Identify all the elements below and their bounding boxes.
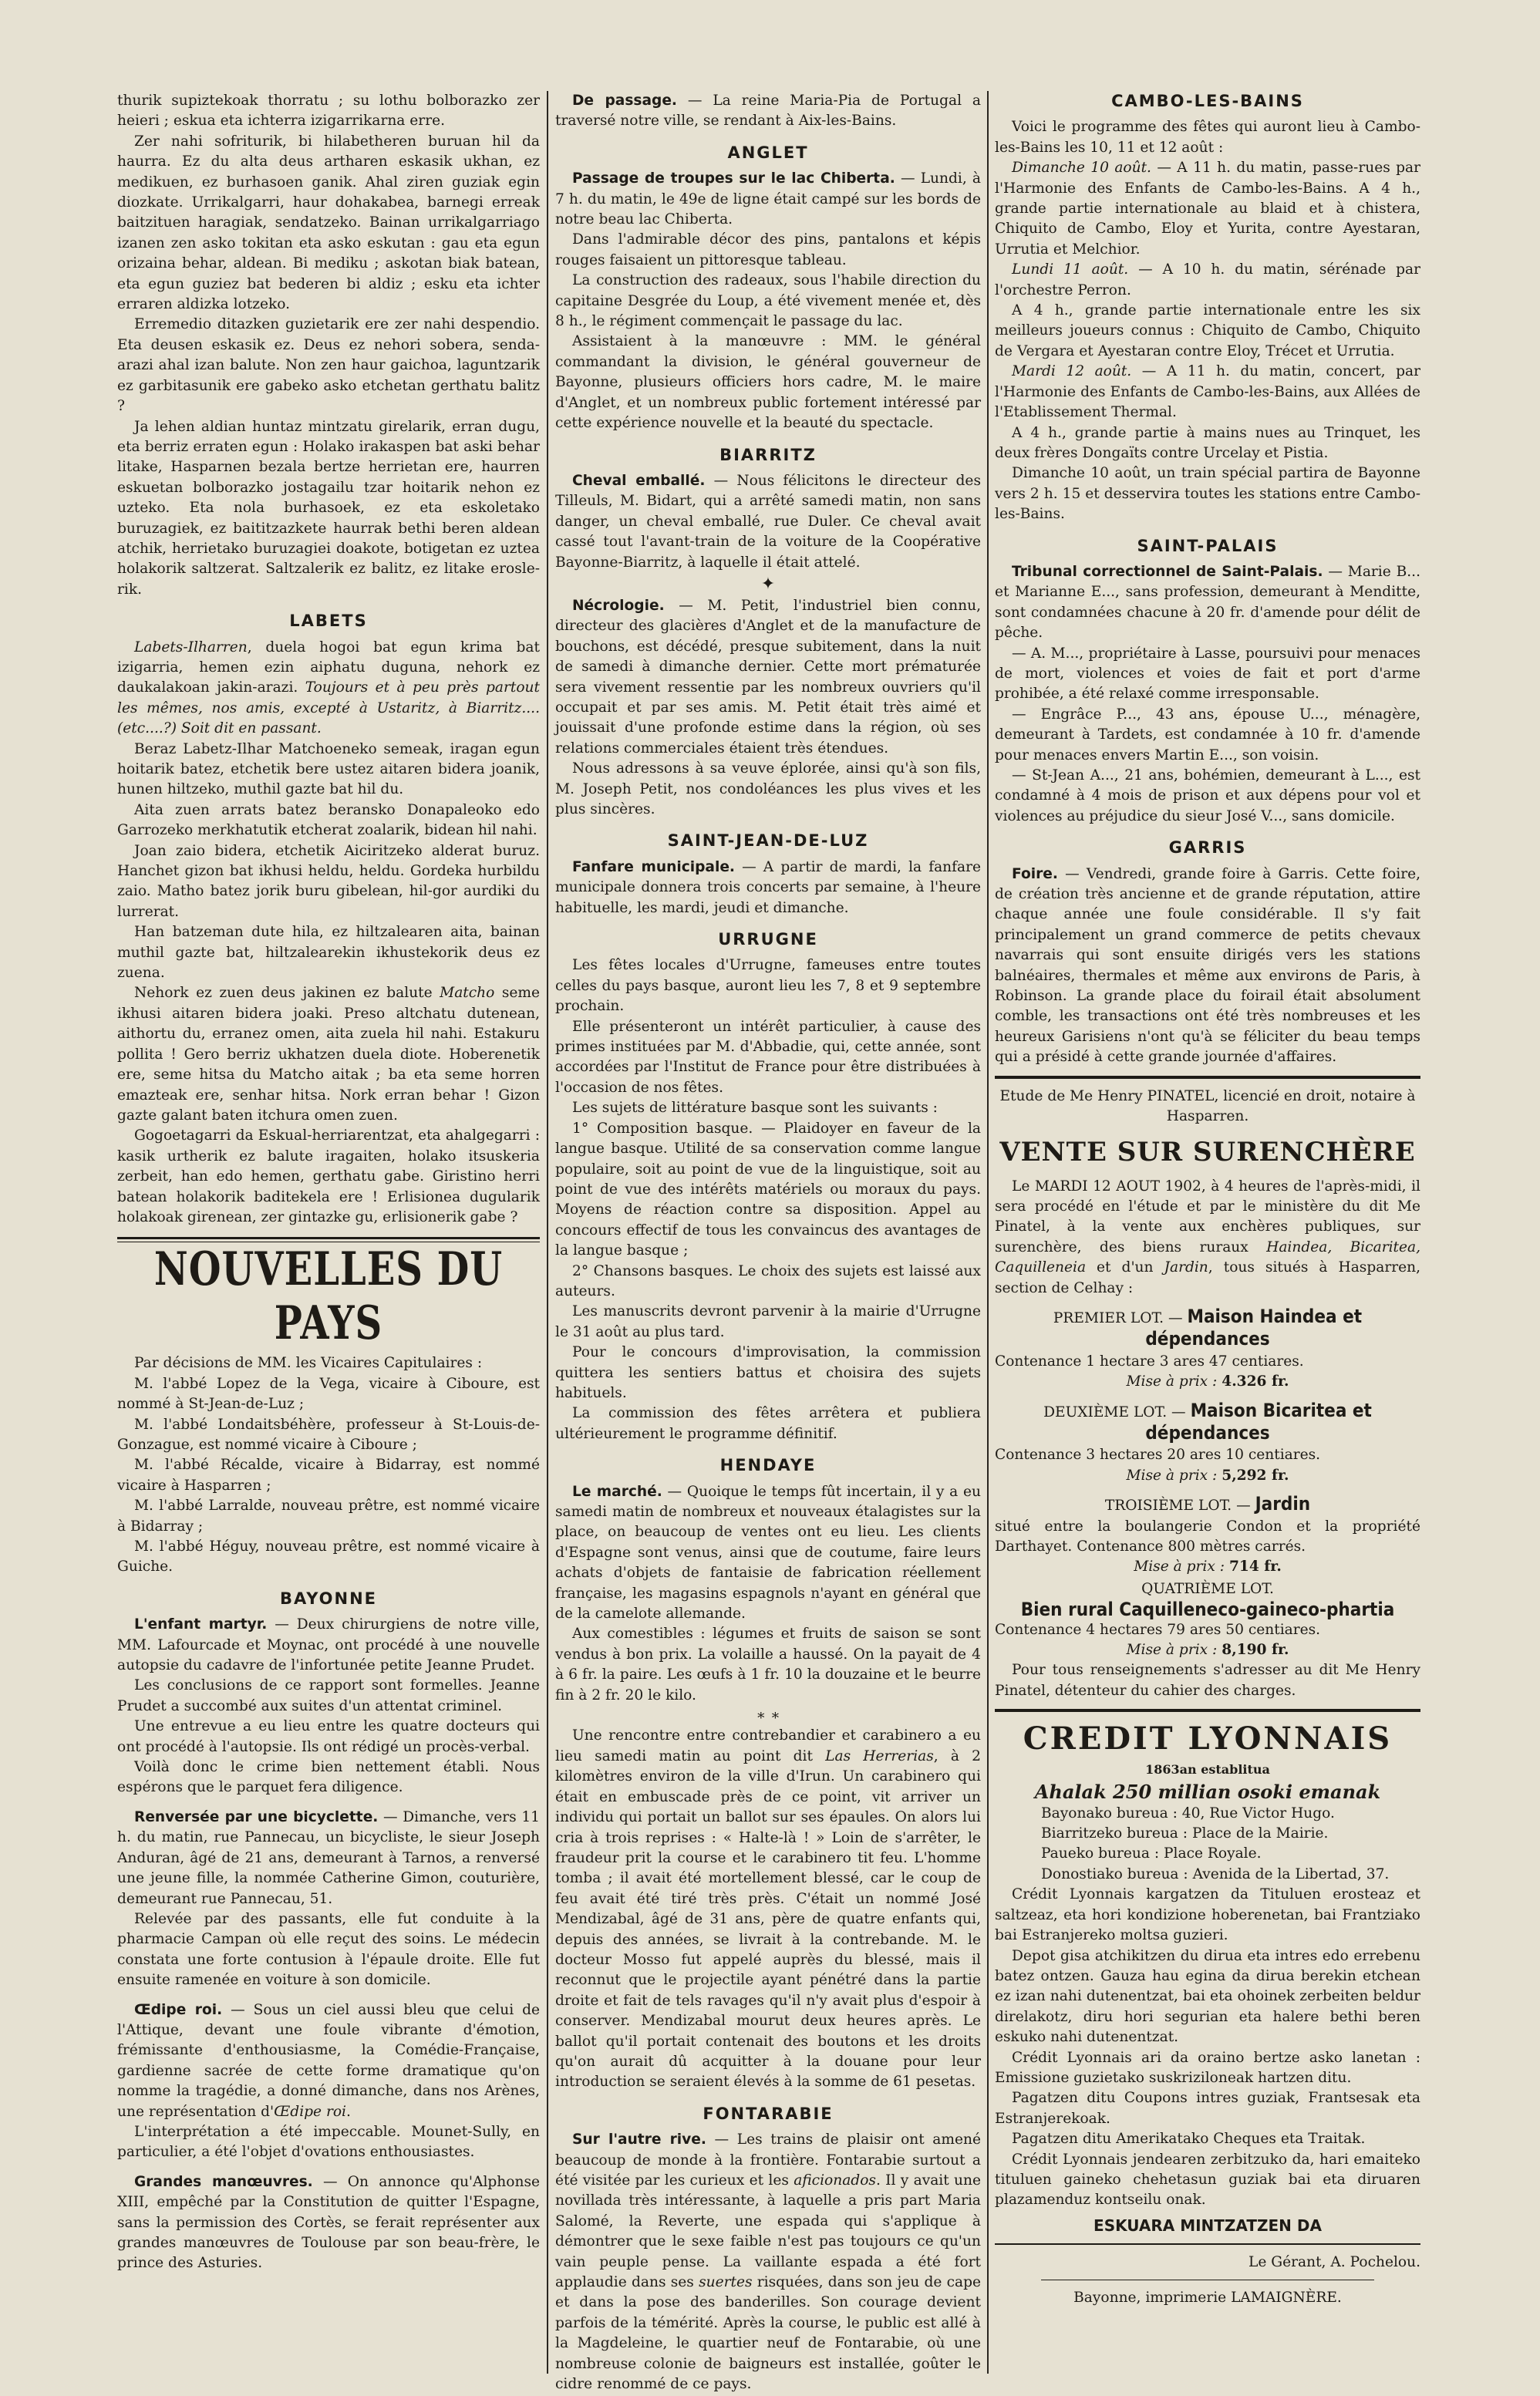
article-paragraph bbox=[995, 562, 1420, 644]
article-paragraph: Les manuscrits devront parvenir à la mairie d'Urrugne le 31 août au plus tard. bbox=[555, 1303, 981, 1340]
text-run: — La reine Maria-Pia de Portugal a traversé notre ville, se rendant à Aix-les-Bains. bbox=[555, 93, 981, 130]
lot-price-line bbox=[995, 1466, 1420, 1486]
article-title: Grandes manœuvres. bbox=[134, 2173, 313, 2190]
sale-paragraph: Pour tous renseignements s'adresser au dit Me Henry Pinatel, détenteur du cahier des charges. bbox=[995, 1662, 1420, 1699]
vicaires-paragraph: Par décisions de MM. les Vicaires Capitulaires : bbox=[134, 1355, 483, 1372]
sale-title: VENTE SUR SURENCHÈRE bbox=[999, 1136, 1416, 1168]
text-run: — Vendredi, grande foire à Garris. Cette foire, de création très ancienne et de grande réputation, attire chaque année une foule considérable. Il s'y fait principalement un grand commerce de petits chevaux navarrais qui sont ensuite dirigés vers les stations balnéaires, thermales et même aux environs de Paris, à Robinson. La grande place du foirail était absolument comble, les transactions ont été très nombreuses et les heureux Garisiens n'ont qu'à se féliciter du beau temps qui a présidé à cette grande journée d'affaires. bbox=[995, 865, 1420, 1066]
text-run: seme ikhusi aitaren bidera joaki. Preso altchatu dutenean, aithortu du, erranez omen, aita zuela hil nahi. Estakuru pollita ! Gero berriz ukhatzen duela diote. Hoberenetik ere, seme hitsa du Matcho aitak ; ba eta seme horren emazteak ere, senhar hitsa. Nork erran behar ! Gizon gazte galant baten itchura omen zuen. bbox=[117, 985, 541, 1124]
gerant-line: Le Gérant, A. Pochelou. bbox=[1249, 2254, 1420, 2271]
ad-separator bbox=[995, 1709, 1420, 1712]
lot-label: QUATRIÈME LOT. bbox=[1141, 1580, 1274, 1597]
article-paragraph: A 4 h., grande partie à mains nues au Trinquet, les deux frères Dongaïts contre Urcelay et Pistia. bbox=[995, 424, 1420, 461]
lot-label: DEUXIÈME LOT. — bbox=[1043, 1404, 1186, 1420]
article-paragraph: La commission des fêtes arrêtera et publiera ultérieurement le programme définitif. bbox=[555, 1405, 981, 1442]
basque-spoken-line: ESKUARA MINTZATZEN DA bbox=[1094, 2216, 1322, 2235]
section-heading-fontarabie: FONTARABIE bbox=[703, 2104, 834, 2123]
article-paragraph: L'interprétation a été impeccable. Mounet-Sully, en particulier, a été l'objet d'ovations enthousiastes. bbox=[117, 2123, 540, 2161]
article-paragraph: Assistaient à la manœuvre : MM. le général commandant la division, le général gouverneur de Bayonne, plusieurs officiers hors cadre, M. le maire d'Anglet, et un nombreux public fortement intéressé par cette expérience nouvelle et la beauté du spectacle. bbox=[555, 333, 981, 432]
labets-paragraph: Joan zaio bidera, etchetik Aiciritzeko alderat buruz. Hanchet gizon bat ikhusi heldu, heldu. Gordeka hurbildu zaio. Matho batez jorik buru gibelean, hil-gor aurdiki du lurrerat. bbox=[117, 842, 540, 920]
text-run: — Nous félicitons le directeur des Tilleuls, M. Bidart, qui a arrêté samedi matin, non sans danger, un cheval emballé, rue Duler. Ce cheval avait cassé tout l'avant-train de la voiture de la Coopérative Bayonne-Biarritz, à laquelle il était attelé. bbox=[555, 472, 981, 571]
article-paragraph: Voici le programme des fêtes qui auront lieu à Cambo-les-Bains les 10, 11 et 12 août : bbox=[995, 119, 1420, 156]
text-run: , à 2 kilomètres environ de la ville d'Irun. Un carabinero qui était en embuscade près de ce point, vit arriver un individu qui portait un ballot sur ses épaules. On alors lui cria à trois reprises : « Halte-là ! » Loin de s'arrêter, le fraudeur prit la course et le carabinero tit feu. L'homme tomba ; il avait été mortellement blessé, car le coup de feu avait été tiré très près. C'était un nommé José Mendizabal, âgé de 31 ans, père de quatre enfants qui, depuis des années, se livrait à la contrebande. M. le docteur Mosso fut appelé auprès du blessé, mais il reconnut que le projectile ayant pénétré dans la partie droite et fait de tels ravages qu'il n'y avait plus d'espoir à conserver. Mendizabal mourut deux heures après. Le ballot qu'il portait contenait des boutons et les droits qu'on aurait dû acquitter à la douane pour leur introduction se seraient élevés à la somme de 61 pesetas. bbox=[555, 1747, 981, 2091]
text-run: risquées, dans son jeu de cape et dans la pose des banderilles. Son courage devient parfois de la témérité. Après la course, le public est allé à la Magdeleine, le quartier neuf de Fontarabie, où une nombreuse colonie de baigneurs est installée, goûter le cidre renommé de ce pays. bbox=[555, 2274, 982, 2393]
italic-date: Lundi 11 août. bbox=[1012, 261, 1129, 278]
lot-desc: situé entre la boulangerie Condon et la propriété Darthayet. Contenance 800 mètres carrés. bbox=[995, 1518, 1420, 1555]
text-run: — Deux chirurgiens de notre ville, MM. Lafourcade et Moynac, ont procédé à une nouvelle autopsie du cadavre de l'infortunée petite Jeanne Prudet. bbox=[117, 1616, 540, 1674]
text-run: — Dimanche, vers 11 h. du matin, rue Pannecau, un bicycliste, le sieur Joseph Anduran, âgé de 21 ans, demeurant à Tarnos, a renversé une jeune fille, la nommée Catherine Gimon, couturière, demeurant rue Pannecau, 51. bbox=[117, 1808, 540, 1907]
bank-address: Paueko bureua : Place Royale. bbox=[1041, 1845, 1262, 1862]
article-paragraph: La construction des radeaux, sous l'habile direction du capitaine Desgrée du Loup, a été vivement menée et, dès 8 h., le régiment commençait le passage du lac. bbox=[555, 272, 981, 330]
vicaires-paragraph: M. l'abbé Larralde, nouveau prêtre, est nommé vicaire à Bidarray ; bbox=[117, 1498, 540, 1535]
article-title: Tribunal correctionnel de Saint-Palais. bbox=[1012, 563, 1323, 580]
lot-heading bbox=[995, 1400, 1420, 1446]
price-value: 5,292 fr. bbox=[1222, 1467, 1289, 1484]
price-label: Mise à prix : bbox=[1126, 1373, 1218, 1390]
vicaires-paragraph: M. l'abbé Londaitsbéhère, professeur à St-Louis-de-Gonzague, est nommé vicaire à Ciboure ; bbox=[117, 1416, 540, 1453]
printer-line: Bayonne, imprimerie LAMAIGNÈRE. bbox=[1073, 2289, 1342, 2306]
lot-desc: Contenance 1 hectare 3 ares 47 centiares. bbox=[995, 1353, 1304, 1370]
text-run: — Lundi, à 7 h. du matin, le 49e de ligne était campé sur les bords de notre beau lac Chiberta. bbox=[555, 170, 982, 228]
article-paragraph: Les conclusions de ce rapport sont formelles. Jeanne Prudet a succombé aux suites d'un attentat criminel. bbox=[117, 1677, 540, 1714]
italic-title: Œdipe roi bbox=[274, 2103, 346, 2120]
article-paragraph bbox=[555, 2130, 981, 2394]
column-2 bbox=[555, 91, 982, 2393]
section-heading-anglet: ANGLET bbox=[727, 143, 809, 162]
article-paragraph: Les sujets de littérature basque sont les suivants : bbox=[572, 1100, 938, 1117]
article-title: Fanfare municipale. bbox=[572, 858, 735, 875]
article-title: Œdipe roi. bbox=[134, 2001, 223, 2018]
article-paragraph: — A. M..., propriétaire à Lasse, poursuivi pour menaces de mort, violences et voies de fait et port d'arme prohibée, a été relaxé comme irresponsable. bbox=[995, 645, 1420, 703]
labets-paragraph: Gogoetagarri da Eskual-herriarentzat, eta ahalgegarri : kasik urtherik ez balute iragaiten, holako itsuskeria zerbeit, han edo hemen, gerthatu gabe. Giristino herri batean holakorik baditekela ere ! Erlisionea dugularik holakoak girenean, zer gintazke gu, erlisionerik gabe ? bbox=[117, 1127, 540, 1225]
section-heading-saint-jean-de-luz: SAINT-JEAN-DE-LUZ bbox=[667, 831, 869, 851]
article-title: Cheval emballé. bbox=[572, 472, 706, 489]
article-title: Renversée par une bicyclette. bbox=[134, 1808, 379, 1825]
article-paragraph: Dimanche 10 août, un train spécial partira de Bayonne vers 2 h. 15 et desservira toutes les stations entre Cambo-les-Bains. bbox=[995, 465, 1420, 523]
vicaires-paragraph: M. l'abbé Récalde, vicaire à Bidarray, est nommé vicaire à Hasparren ; bbox=[117, 1457, 540, 1494]
labets-paragraph: Aita zuen arrats batez beransko Donapaleoko edo Garrozeko merkhatutik etcherat zoalarik, bidean hil nahi. bbox=[117, 801, 540, 839]
bank-paragraph: Crédit Lyonnais ari da oraino bertze asko lanetan : Emissione guzietako suskriziloneak hartzen ditu. bbox=[995, 2049, 1420, 2086]
article-paragraph: Une entrevue a eu lieu entre les quatre docteurs qui ont procédé à l'autopsie. Ils ont rédigé un procès-verbal. bbox=[117, 1718, 540, 1755]
column-divider bbox=[987, 91, 989, 2374]
column-1 bbox=[117, 91, 540, 2374]
lot-name: Maison Bicaritea et dépendances bbox=[1145, 1399, 1372, 1444]
basque-paragraph: Erremedio ditazken guzietarik ere zer nahi despendio. Eta deusen eskasik ez. Deus ez nehori sobera, senda-arazi ahal izan balute. Non zen haur gaichoa, laguntzarik ez garbitasunik ere gabeko asko etchetan gerthatu balitz ? bbox=[117, 316, 540, 415]
ad-separator bbox=[995, 1076, 1420, 1079]
bank-year: 1863an establitua bbox=[1145, 1762, 1270, 1778]
italic-word: Jardin bbox=[1164, 1259, 1208, 1276]
article-paragraph bbox=[555, 1726, 981, 2092]
section-heading-cambo: CAMBO-LES-BAINS bbox=[1111, 92, 1304, 110]
article-paragraph bbox=[555, 471, 981, 573]
basque-paragraph: Ja lehen aldian huntaz mintzatu girelarik, erran dugu, eta berriz erraten egun : Holako irakaspen bat aski behar litake, Hasparnen bezala bertze herrietan ere, haurren eskuetan bolborazko jostagailu tzar hoitarik nehon ez uzteko. Eta nola burhasoek, ez eta eskoletako buruzagiek, ez baititzazkete haurrak bethi beren aldean atchik, herrietako buruzagiei doakote, botigetan ez uztea holakorik saltzerat. Saltzalerik ez balitz, ez litake eroslerik. bbox=[117, 418, 540, 598]
article-paragraph: Relevée par des passants, elle fut conduite à la pharmacie Campan où elle reçut des soins. Le médecin constata une forte contusion à l'épaule droite. Elle fut ensuite ramenée en voiture à son domicile. bbox=[117, 1910, 540, 1989]
article-paragraph bbox=[117, 1615, 540, 1676]
text-run: , duela hogoi bat egun krima bat izigarria, hemen ezin aiphatu duguna, nehork ez daukalakoan jakin-arazi. bbox=[117, 639, 540, 696]
article-title: L'enfant martyr. bbox=[134, 1616, 268, 1633]
column-divider bbox=[547, 91, 548, 2374]
article-paragraph bbox=[555, 1482, 981, 1625]
lot-price-line bbox=[995, 1640, 1420, 1660]
article-paragraph: — St-Jean A..., 21 ans, bohémien, demeurant à L..., est condamné à 4 mois de prison et aux dépens pour vol et violences au préjudice du sieur José V..., sans domicile. bbox=[995, 767, 1420, 824]
article-paragraph: Pour le concours d'improvisation, la commission quittera les sentiers battus et choisira des sujets habituels. bbox=[555, 1344, 981, 1401]
article-paragraph: Les fêtes locales d'Urrugne, fameuses entre toutes celles du pays basque, auront lieu les 7, 8 et 9 septembre prochain. bbox=[555, 957, 981, 1015]
labets-paragraph bbox=[117, 983, 540, 1126]
text-run: — On annonce qu'Alphonse XIII, empêché par la Constitution de quitter l'Espagne, sans la permission des Cortès, se ferait représenter aux grandes manœuvres de Toulouse par son beau-frère, le prince des Asturies. bbox=[117, 2173, 540, 2272]
section-heading-saint-palais: SAINT-PALAIS bbox=[1137, 536, 1279, 555]
article-title: Le marché. bbox=[572, 1483, 662, 1500]
text-run: — Quoique le temps fût incertain, il y a eu samedi matin de nombreux et nouveaux étalagistes sur la place, on beaucoup de ventes ont eu lieu. Les clients d'Espagne sont venus, ainsi que de coutume, faire leurs achats d'objets de fantaisie de fabrication réellement française, les magasins espagnols n'ayant en général que de la camelote allemande. bbox=[555, 1483, 981, 1623]
bank-address: Biarritzeko bureua : Place de la Mairie. bbox=[1041, 1825, 1329, 1842]
italic-date: Dimanche 10 août. bbox=[1012, 160, 1151, 177]
article-paragraph bbox=[995, 864, 1420, 1068]
article-title: Foire. bbox=[1012, 865, 1058, 882]
italic-names: Haindea, Bicaritea, Caquilleneia bbox=[995, 1238, 1421, 1276]
bank-paragraph: Crédit Lyonnais kargatzen da Tituluen erosteaz et saltzeaz, eta hori kondizione hoberenetan, bai Frantziako bai Estranjereko moltsa guzieri. bbox=[995, 1886, 1420, 1944]
text-run: Nehork ez zuen deus jakinen ez balute bbox=[134, 985, 440, 1002]
text-run: , tous situés à Hasparren, section de Celhay : bbox=[995, 1259, 1420, 1296]
italic-word: Matcho bbox=[440, 985, 495, 1002]
section-heading-biarritz: BIARRITZ bbox=[719, 445, 817, 464]
article-paragraph bbox=[117, 2000, 540, 2122]
article-paragraph: — Engrâce P..., 43 ans, épouse U..., ménagère, demeurant à Tardets, est condamnée à 10 fr. d'amende pour menaces envers Martin E..., son voisin. bbox=[995, 706, 1420, 763]
lot-desc: Contenance 4 hectares 79 ares 50 centiares. bbox=[995, 1621, 1321, 1638]
article-paragraph: 2° Chansons basques. Le choix des sujets est laissé aux auteurs. bbox=[555, 1262, 981, 1299]
article-paragraph bbox=[555, 169, 981, 230]
lot-price-line bbox=[995, 1557, 1420, 1577]
text-run: . Il y avait une novillada très intéressante, à laquelle a pris part Maria Salomé, la Reverte, une espada qui s'applique à démontrer que le sexe faible n'est pas toujours ce qu'un vain peuple pense. La vaillante espada a été fort applaudie dans ses bbox=[555, 2172, 981, 2291]
article-title: Sur l'autre rive. bbox=[572, 2131, 706, 2148]
section-heading-bayonne: BAYONNE bbox=[279, 1589, 378, 1608]
text-run: Une rencontre entre contrebandier et carabinero a eu lieu samedi matin au point dit bbox=[555, 1727, 981, 1764]
article-paragraph bbox=[995, 158, 1420, 260]
bank-capital: Ahalak 250 millian osoki emanak bbox=[1034, 1780, 1381, 1803]
basque-paragraph: Zer nahi sofriturik, bi hilabetheren buruan hil da haurra. Ez du alta deus artharen eskasik ukhan, ez medikuen, ez burhasoen ganik. Ahal ziren guziak egin diozkate. Urrikalgarri, haur dohakabea, barnegi erreak baitzituen haragiak, sendatzeko. Bainan urrikalgarriago izanen zen asko tokitan eta asko eskutan : gau eta egun orizaina behar, aldean. Bi mediku ; askotan biak batean, eta egun guziez bat bederen bi aldiz ; esku eta ichter erraren aldizka lotzeko. bbox=[117, 133, 540, 313]
price-value: 8,190 fr. bbox=[1222, 1642, 1289, 1659]
article-paragraph bbox=[995, 362, 1420, 423]
italic-date: Mardi 12 août. bbox=[1012, 363, 1132, 380]
vicaires-paragraph: M. l'abbé Lopez de la Vega, vicaire à Ciboure, est nommé à St-Jean-de-Luz ; bbox=[117, 1375, 540, 1413]
article-paragraph bbox=[555, 858, 981, 918]
article-paragraph bbox=[117, 1808, 540, 1909]
bank-paragraph: Depot gisa atchikitzen du dirua eta intres edo errebenu batez ontzen. Gauza hau egina da dirua berekin etchean ez izan nahi dutenentzat, bai eta ohoinek zerbeiten beldur direlakotz, diru hori segurian eta halere bethi beren eskuko nahi dutenentzat. bbox=[995, 1947, 1420, 2046]
text-run: — Les trains de plaisir ont amené beaucoup de monde à la frontière. Fontarabie surtout a été visitée par les curieux et les bbox=[555, 2131, 981, 2189]
italic-place: Las Herrerias bbox=[825, 1747, 934, 1764]
italic-aside: Toujours et à peu près partout les mêmes, nos amis, excepté à Ustaritz, à Biarritz.... (etc....?) Soit dit en passant. bbox=[117, 679, 540, 737]
article-title: Passage de troupes sur le lac Chiberta. bbox=[572, 170, 895, 187]
text-run: — A 10 h. du matin, sérénade par l'orchestre Perron. bbox=[995, 261, 1421, 298]
ornament-icon: ✦ bbox=[760, 574, 776, 594]
lot-price-line bbox=[995, 1372, 1420, 1392]
bank-title: CREDIT LYONNAIS bbox=[1023, 1720, 1393, 1757]
italic-word: suertes bbox=[699, 2274, 753, 2291]
basque-paragraph: thurik supiztekoak thorratu ; su lothu bolborazko zer heieri ; eskua eta ichterra izigarrikarna erre. bbox=[117, 93, 540, 130]
lot-name: Maison Haindea et dépendances bbox=[1145, 1305, 1363, 1350]
labets-paragraph: Beraz Labetz-Ilhar Matchoeneko semeak, iragan egun hoitarik batez, etchetik bere ustez aitaren bidera joanik, hunen hiltzeko, muthil gazte bat hil du. bbox=[117, 740, 540, 798]
article-paragraph: Elle présenteront un intérêt particulier, à cause des primes instituées par M. d'Abbadie, qui, cette année, sont accordées par l'Institut de France pour être distribuées à l'occasion de nos fêtes. bbox=[555, 1018, 981, 1096]
lot-heading bbox=[995, 1306, 1420, 1352]
text-run: — Marie B... et Marianne E..., sans profession, demeurant à Menditte, sont condamnées chacune à 20 fr. d'amende pour délit de pêche. bbox=[995, 563, 1420, 642]
section-heading-hendaye: HENDAYE bbox=[719, 1456, 817, 1475]
lot-heading bbox=[995, 1494, 1420, 1516]
lot-label: PREMIER LOT. — bbox=[1053, 1309, 1183, 1326]
article-paragraph bbox=[555, 91, 981, 132]
price-value: 4.326 fr. bbox=[1222, 1373, 1289, 1390]
section-heading-urrugne: URRUGNE bbox=[718, 930, 818, 949]
place-name: Labets-Ilharren bbox=[134, 639, 248, 655]
lot-desc: Contenance 3 hectares 20 ares 10 centiares. bbox=[995, 1447, 1321, 1464]
section-banner-nouvelles: NOUVELLES DU PAYS bbox=[153, 1242, 504, 1351]
lot-name: Jardin bbox=[1255, 1493, 1311, 1515]
lot-label: TROISIÈME LOT. — bbox=[1104, 1498, 1251, 1515]
text-run: et d'un bbox=[1086, 1259, 1164, 1276]
article-paragraph: 1° Composition basque. — Plaidoyer en faveur de la langue basque. Utilité de sa conservation comme langue populaire, soit au point de vue de la linguistique, soit au point de vue des intérêts matériels ou moraux du pays. Moyens de réaction contre sa disposition. Appel au concours effectif de tous les convaincus des avantages de la langue basque ; bbox=[555, 1120, 981, 1259]
lot-name: Bien rural Caquilleneco-gaineco-phartia bbox=[1020, 1599, 1395, 1621]
text-run: — A 11 h. du matin, passe-rues par l'Harmonie des Enfants de Cambo-les-Bains. A 4 h., grande partie internationale au blaid et à chistera, Chiquito de Cambo, Eloy et Yurita, contre Ayestaran, Urrutia et Melchior. bbox=[995, 160, 1420, 258]
price-value: 714 fr. bbox=[1228, 1559, 1282, 1575]
price-label: Mise à prix : bbox=[1126, 1642, 1218, 1659]
labets-paragraph: Han batzeman dute hila, ez hiltzalearen aita, bainan muthil gazte bat, hiltzalearekin ikhustekorik deus ez zuena. bbox=[117, 924, 540, 982]
labets-paragraph bbox=[117, 638, 540, 740]
article-paragraph: Nous adressons à sa veuve éplorée, ainsi qu'à son fils, M. Joseph Petit, nos condoléances les plus vives et les plus sincères. bbox=[555, 760, 981, 817]
lot-heading bbox=[995, 1579, 1420, 1599]
article-title: De passage. bbox=[572, 93, 677, 109]
price-label: Mise à prix : bbox=[1134, 1559, 1225, 1575]
bank-paragraph: Pagatzen ditu Coupons intres guziak, Frantsesak eta Estranjerekoak. bbox=[995, 2090, 1420, 2127]
article-paragraph: A 4 h., grande partie internationale entre les six meilleurs joueurs connus : Chiquito de Cambo, Chiquito de Vergara et Ayestaran contre Eloy, Trécet et Urrutia. bbox=[995, 302, 1420, 359]
article-paragraph: Voilà donc le crime bien nettement établi. Nous espérons que le parquet fera diligence. bbox=[117, 1759, 540, 1796]
article-paragraph bbox=[117, 2172, 540, 2274]
dash-separator: ∗ ∗ bbox=[756, 1707, 780, 1724]
price-label: Mise à prix : bbox=[1126, 1467, 1218, 1484]
footer-rule bbox=[995, 2243, 1420, 2245]
section-heading-labets: LABETS bbox=[289, 612, 368, 631]
text-run: — A 11 h. du matin, concert, par l'Harmonie des Enfants de Cambo-les-Bains, aux Allées de l'Etablissement Thermal. bbox=[995, 363, 1420, 421]
article-paragraph bbox=[555, 596, 981, 759]
bank-paragraph: Pagatzen ditu Amerikatako Cheques eta Traitak. bbox=[1012, 2131, 1366, 2148]
text-run: — Sous un ciel aussi bleu que celui de l'Attique, devant une foule vibrante d'émotion, frémissante d'enthousiasme, la Comédie-Française, gardienne sacrée de cette forme dramatique qu'on nomme la tragédie, a donné dimanche, dans nos Arènes, une représentation d' bbox=[117, 2001, 540, 2120]
text-run: Le MARDI 12 AOUT 1902, à 4 heures de l'après-midi, il sera procédé en l'étude et par le ministère du dit Me Pinatel, à la vente aux enchères publiques, sur surenchère, des biens ruraux bbox=[995, 1178, 1420, 1255]
text-run: — M. Petit, l'industriel bien connu, directeur des glacières d'Anglet et de la manufacture de bouchons, est décédé, presque subitement, dans la nuit de samedi à dimanche dernier. Cette mort prématurée sera vivement ressentie par les nombreux ouvriers qu'il occupait et par ses amis. M. Petit était très aimé et jouissait d'une profonde estime dans la région, où ses relations commerciales étaient très étendues. bbox=[555, 597, 981, 757]
vicaires-paragraph: M. l'abbé Héguy, nouveau prêtre, est nommé vicaire à Guiche. bbox=[117, 1538, 540, 1575]
bank-address: Bayonako bureua : 40, Rue Victor Hugo. bbox=[1041, 1805, 1335, 1821]
article-paragraph bbox=[995, 260, 1420, 301]
text-run: — A partir de mardi, la fanfare municipale donnera trois concerts par semaine, à l'heure habituelle, les mardi, jeudi et dimanche. bbox=[555, 858, 981, 916]
bank-paragraph: Crédit Lyonnais jendearen zerbitzuko da, hari emaiteko tituluen gaineko chehetasun guziak bai eta diruaren plazamenduz kontseilu onak. bbox=[995, 2151, 1420, 2209]
italic-word: aficionados bbox=[794, 2172, 876, 2189]
article-paragraph: Aux comestibles : légumes et fruits de saison se sont vendus à bon prix. La volaille a haussé. On la payait de 4 à 6 fr. la paire. Les œufs à 1 fr. 10 la douzaine et le beurre fin à 2 fr. 20 le kilo. bbox=[555, 1626, 981, 1703]
column-3 bbox=[995, 91, 1420, 2374]
article-title: Nécrologie. bbox=[572, 597, 665, 614]
text-run: . bbox=[346, 2103, 351, 2120]
sale-paragraph bbox=[995, 1177, 1420, 1299]
bank-address: Donostiako bureua : Avenida de la Libertad, 37. bbox=[1041, 1865, 1390, 1882]
notary-line: Etude de Me Henry PINATEL, licencié en droit, notaire à Hasparren. bbox=[999, 1087, 1416, 1125]
section-heading-garris: GARRIS bbox=[1168, 838, 1247, 858]
article-paragraph: Dans l'admirable décor des pins, pantalons et képis rouges faisaient un pittoresque tableau. bbox=[555, 231, 981, 268]
